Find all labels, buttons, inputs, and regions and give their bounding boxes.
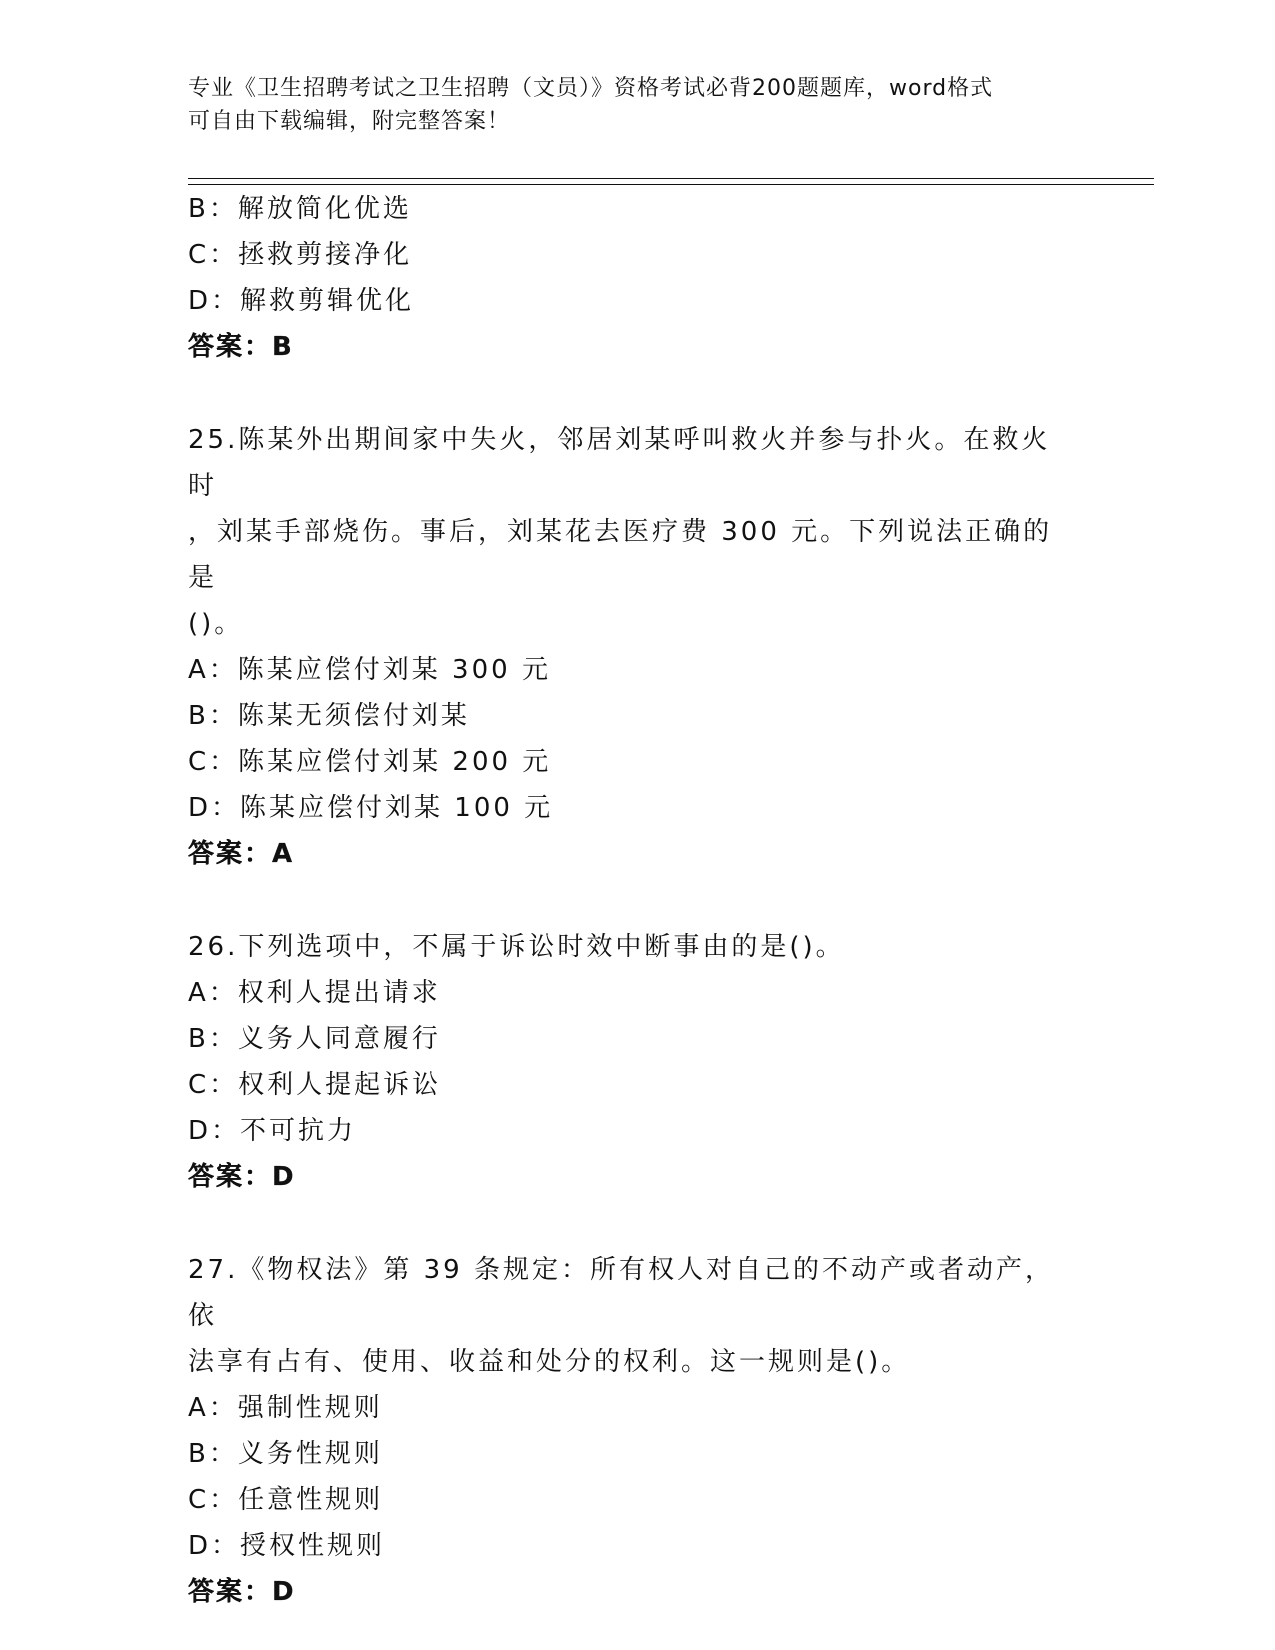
- option-a: A：陈某应偿付刘某 300 元: [188, 655, 551, 685]
- option-d: D：授权性规则: [188, 1531, 386, 1561]
- question-27: [188, 1247, 1088, 1615]
- question-partial: [188, 186, 1088, 370]
- header-divider-bottom: [188, 184, 1154, 185]
- answer-line: 答案：A: [188, 839, 295, 869]
- question-stem: 26.下列选项中，不属于诉讼时效中断事由的是()。: [188, 932, 845, 962]
- document-header: 专业《卫生招聘考试之卫生招聘（文员）》资格考试必背200题题库，word格式 可自由下载编辑，附完整答案！: [188, 76, 994, 134]
- option-a: A：强制性规则: [188, 1393, 383, 1423]
- question-25: [188, 417, 1088, 877]
- option-b: B：义务人同意履行: [188, 1024, 441, 1054]
- question-stem: 27.《物权法》第 39 条规定：所有权人对自己的不动产或者动产，依 法享有占有、使用、收益和处分的权利。这一规则是()。: [188, 1255, 1054, 1377]
- option-c: C：陈某应偿付刘某 200 元: [188, 747, 552, 777]
- option-d: D：陈某应偿付刘某 100 元: [188, 793, 554, 823]
- option-b: B：解放简化优选: [188, 194, 412, 224]
- option-b: B：义务性规则: [188, 1439, 383, 1469]
- question-spacer: [188, 370, 1088, 417]
- header-divider-top: [188, 178, 1154, 179]
- question-content: [188, 186, 1088, 1615]
- option-d: D：解救剪辑优化: [188, 286, 415, 316]
- answer-line: 答案：D: [188, 1162, 296, 1192]
- option-c: C：权利人提起诉讼: [188, 1070, 442, 1100]
- option-a: A：权利人提出请求: [188, 978, 441, 1008]
- option-c: C：拯救剪接净化: [188, 240, 413, 270]
- question-spacer: [188, 1200, 1088, 1247]
- answer-line: 答案：D: [188, 1577, 296, 1607]
- question-stem: 25.陈某外出期间家中失火，邻居刘某呼叫救火并参与扑火。在救火时 ，刘某手部烧伤。事后，刘某花去医疗费 300 元。下列说法正确的是 ()。: [188, 425, 1053, 639]
- question-26: [188, 924, 1088, 1200]
- option-c: C：任意性规则: [188, 1485, 384, 1515]
- answer-line: 答案：B: [188, 332, 294, 362]
- option-b: B：陈某无须偿付刘某: [188, 701, 470, 731]
- option-d: D：不可抗力: [188, 1116, 357, 1146]
- question-spacer: [188, 877, 1088, 924]
